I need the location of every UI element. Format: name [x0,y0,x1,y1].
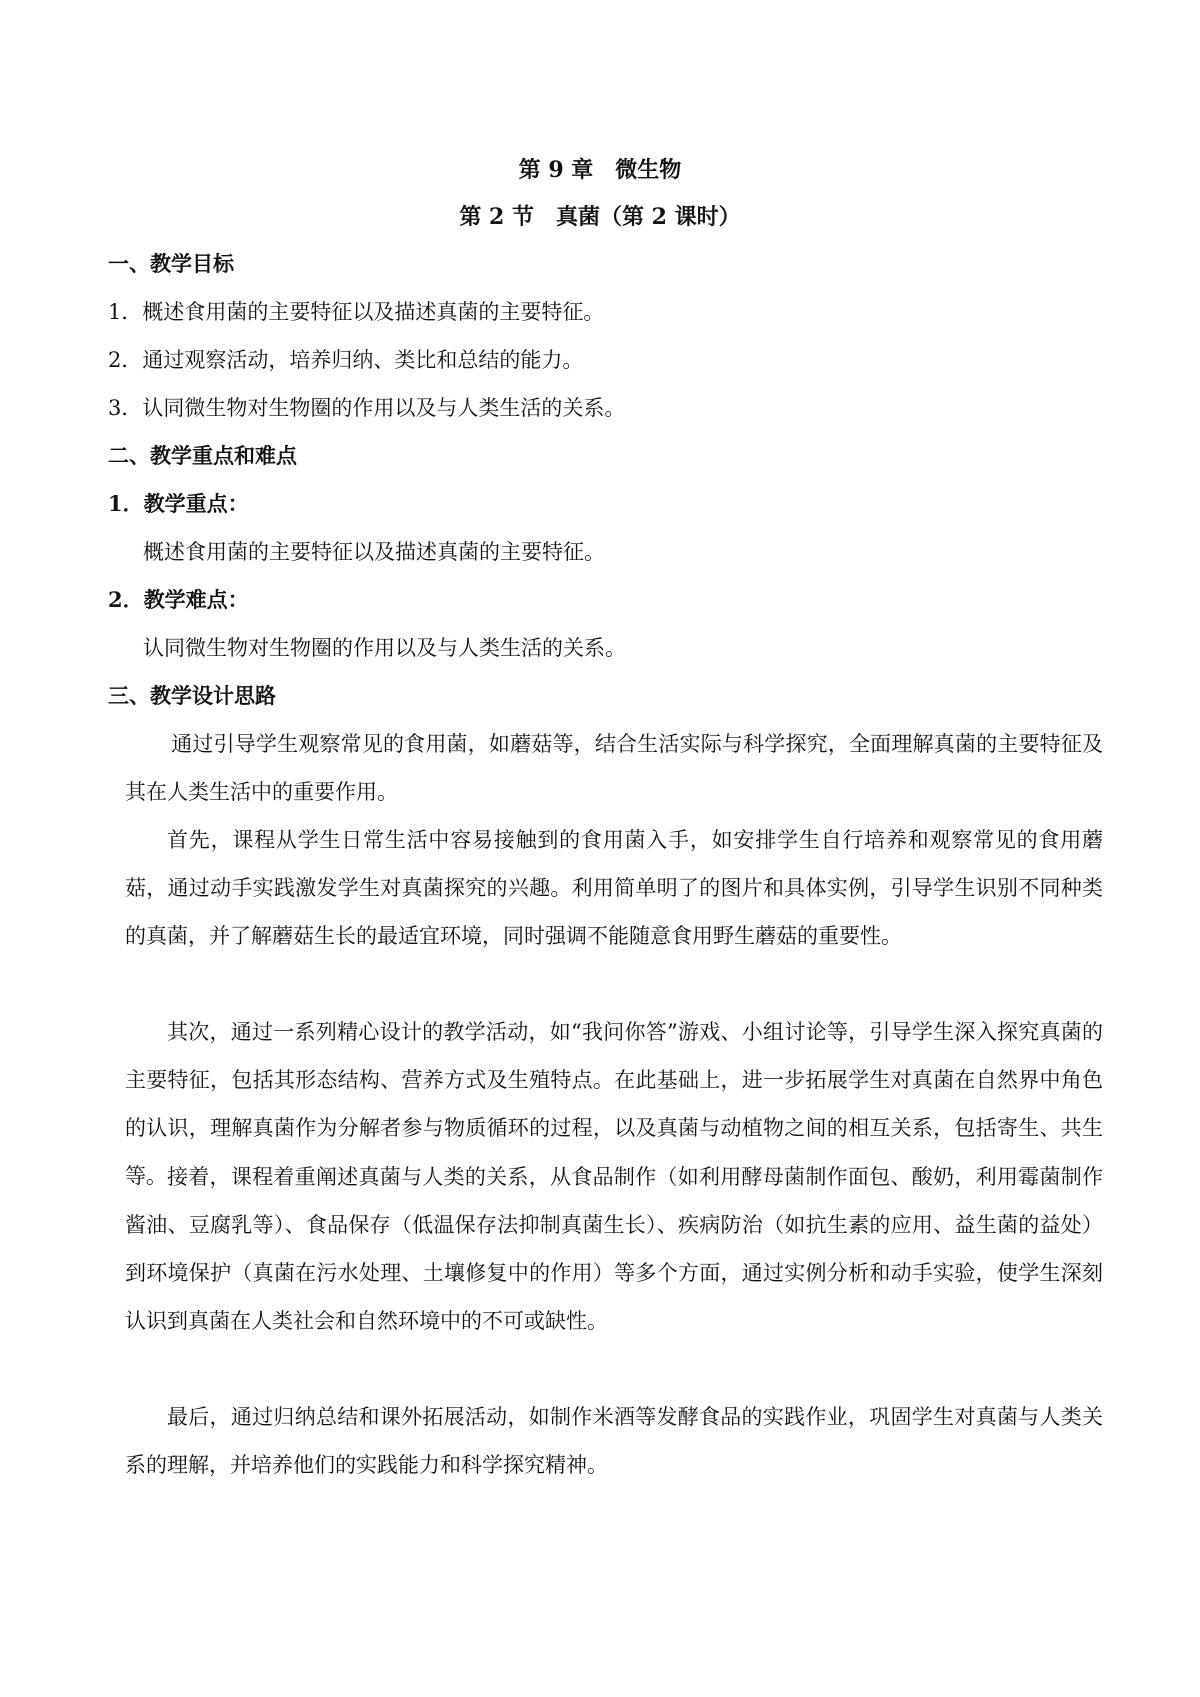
design-paragraph: 其次，通过一系列精心设计的教学活动，如“我问你答”游戏、小组讨论等，引导学生深入探究真菌的主要特征，包括其形态结构、营养方式及生殖特点。在此基础上，进一步拓展学生对真菌在自然界中角色的认识，理解真菌作为分解者参与物质循环的过程，以及真菌与动植物之间的相互关系，包括寄生、共生等。 [125,1020,1103,1188]
goal-item: 2．通过观察活动，培养归纳、类比和总结的能力。 [108,348,584,372]
chapter-title: 第 9 章 微生物 [518,157,682,183]
design-paragraph: 通过引导学生观察常见的食用菌，如蘑菇等，结合生活实际与科学探究，全面理解真菌的主要特征及其在人类生活中的重要作用。 [125,732,1103,804]
design-paragraph: 最后，通过归纳总结和课外拓展活动，如制作米酒等发酵食品的实践作业，巩固学生对真菌与人类关系的理解，并培养他们的实践能力和科学探究精神。 [125,1405,1103,1477]
goals-heading: 一、教学目标 [108,251,234,276]
focus-key-label: 1．教学重点： [108,491,249,516]
design-paragraph: 接着，课程着重阐述真菌与人类的关系，从食品制作（如利用酵母菌制作面包、酸奶，利用霉菌制作酱油、豆腐乳等）、食品保存（低温保存法抑制真菌生长）、疾病防治（如抗生素的应用、益生菌的益处）到环境保护（真菌在污水处理、土壤修复中的作用）等多个方面，通过实例分析和动手实验，使学生深刻认识到真菌在人类社会和自然环境中的不可或缺性。 [125,1165,1103,1333]
focus-difficult-label: 2．教学难点： [108,587,249,612]
goal-item: 1．概述食用菌的主要特征以及描述真菌的主要特征。 [108,300,605,324]
design-heading: 三、教学设计思路 [108,683,276,708]
design-paragraph: 首先，课程从学生日常生活中容易接触到的食用菌入手，如安排学生自行培养和观察常见的食用蘑菇，通过动手实践激发学生对真菌探究的兴趣。利用简单明了的图片和具体实例，引导学生识别不同种类的真菌，并了解蘑菇生长的最适宜环境，同时强调不能随意食用野生蘑菇的重要性。 [125,828,1103,948]
goal-item: 3．认同微生物对生物圈的作用以及与人类生活的关系。 [108,396,626,420]
section-title: 第 2 节 真菌（第 2 课时） [459,204,741,230]
focus-difficult-text: 认同微生物对生物圈的作用以及与人类生活的关系。 [143,636,626,660]
focus-heading: 二、教学重点和难点 [108,443,297,468]
focus-key-text: 概述食用菌的主要特征以及描述真菌的主要特征。 [143,540,605,564]
